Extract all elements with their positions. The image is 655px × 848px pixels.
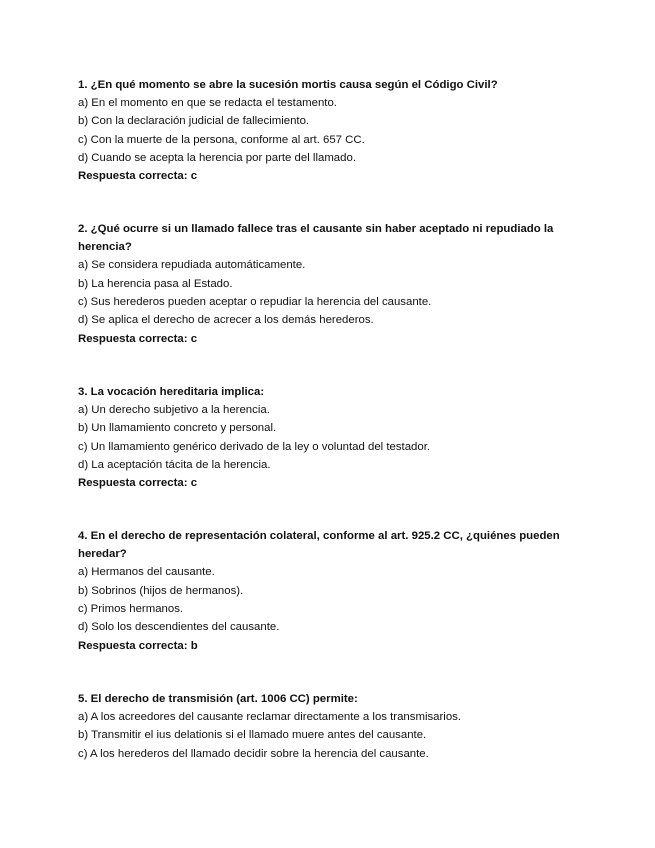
question-1	[78, 76, 598, 185]
question-title: 4. En el derecho de representación colateral, conforme al art. 925.2 CC, ¿quiénes pueden heredar?	[78, 530, 560, 561]
correct-answer: Respuesta correcta: c	[78, 170, 198, 183]
question-title: 3. La vocación hereditaria implica:	[78, 385, 265, 398]
option-d: d) Se aplica el derecho de acrecer a los demás herederos.	[78, 314, 374, 327]
option-a: a) Se considera repudiada automáticamente.	[78, 259, 306, 272]
option-b: b) Un llamamiento concreto y personal.	[78, 422, 277, 435]
correct-answer: Respuesta correcta: c	[78, 332, 198, 345]
option-c: c) Un llamamiento genérico derivado de la ley o voluntad del testador.	[78, 440, 431, 453]
question-4	[78, 527, 598, 654]
option-b: b) Transmitir el ius delationis si el llamado muere antes del causante.	[78, 729, 427, 742]
option-a: a) En el momento en que se redacta el testamento.	[78, 97, 337, 109]
option-b: b) Con la declaración judicial de fallecimiento.	[78, 115, 310, 128]
question-title: 5. El derecho de transmisión (art. 1006 CC) permite:	[78, 692, 358, 705]
question-title: 2. ¿Qué ocurre si un llamado fallece tras el causante sin haber aceptado ni repudiado la herencia?	[78, 223, 554, 254]
correct-answer: Respuesta correcta: b	[78, 639, 198, 652]
option-a: a) A los acreedores del causante reclamar directamente a los transmisarios.	[78, 710, 462, 723]
question-5	[78, 690, 598, 763]
correct-answer: Respuesta correcta: c	[78, 477, 198, 490]
option-d: d) Solo los descendientes del causante.	[78, 621, 280, 634]
spacer	[78, 492, 598, 527]
option-c: c) Primos hermanos.	[78, 603, 184, 616]
question-3	[78, 383, 598, 492]
option-a: a) Hermanos del causante.	[78, 566, 215, 579]
option-d: d) Cuando se acepta la herencia por parte del llamado.	[78, 151, 356, 164]
option-c: c) Con la muerte de la persona, conforme al art. 657 CC.	[78, 133, 365, 146]
option-d: d) La aceptación tácita de la herencia.	[78, 458, 271, 471]
spacer	[78, 348, 598, 383]
option-b: b) La herencia pasa al Estado.	[78, 277, 233, 290]
option-c: c) A los herederos del llamado decidir sobre la herencia del causante.	[78, 747, 429, 760]
question-2	[78, 220, 598, 347]
option-a: a) Un derecho subjetivo a la herencia.	[78, 403, 270, 416]
option-b: b) Sobrinos (hijos de hermanos).	[78, 584, 244, 597]
option-c: c) Sus herederos pueden aceptar o repudiar la herencia del causante.	[78, 296, 432, 309]
question-title: 1. ¿En qué momento se abre la sucesión mortis causa según el Código Civil?	[78, 79, 498, 91]
spacer	[78, 185, 598, 220]
spacer	[78, 655, 598, 690]
document-page	[78, 76, 598, 763]
